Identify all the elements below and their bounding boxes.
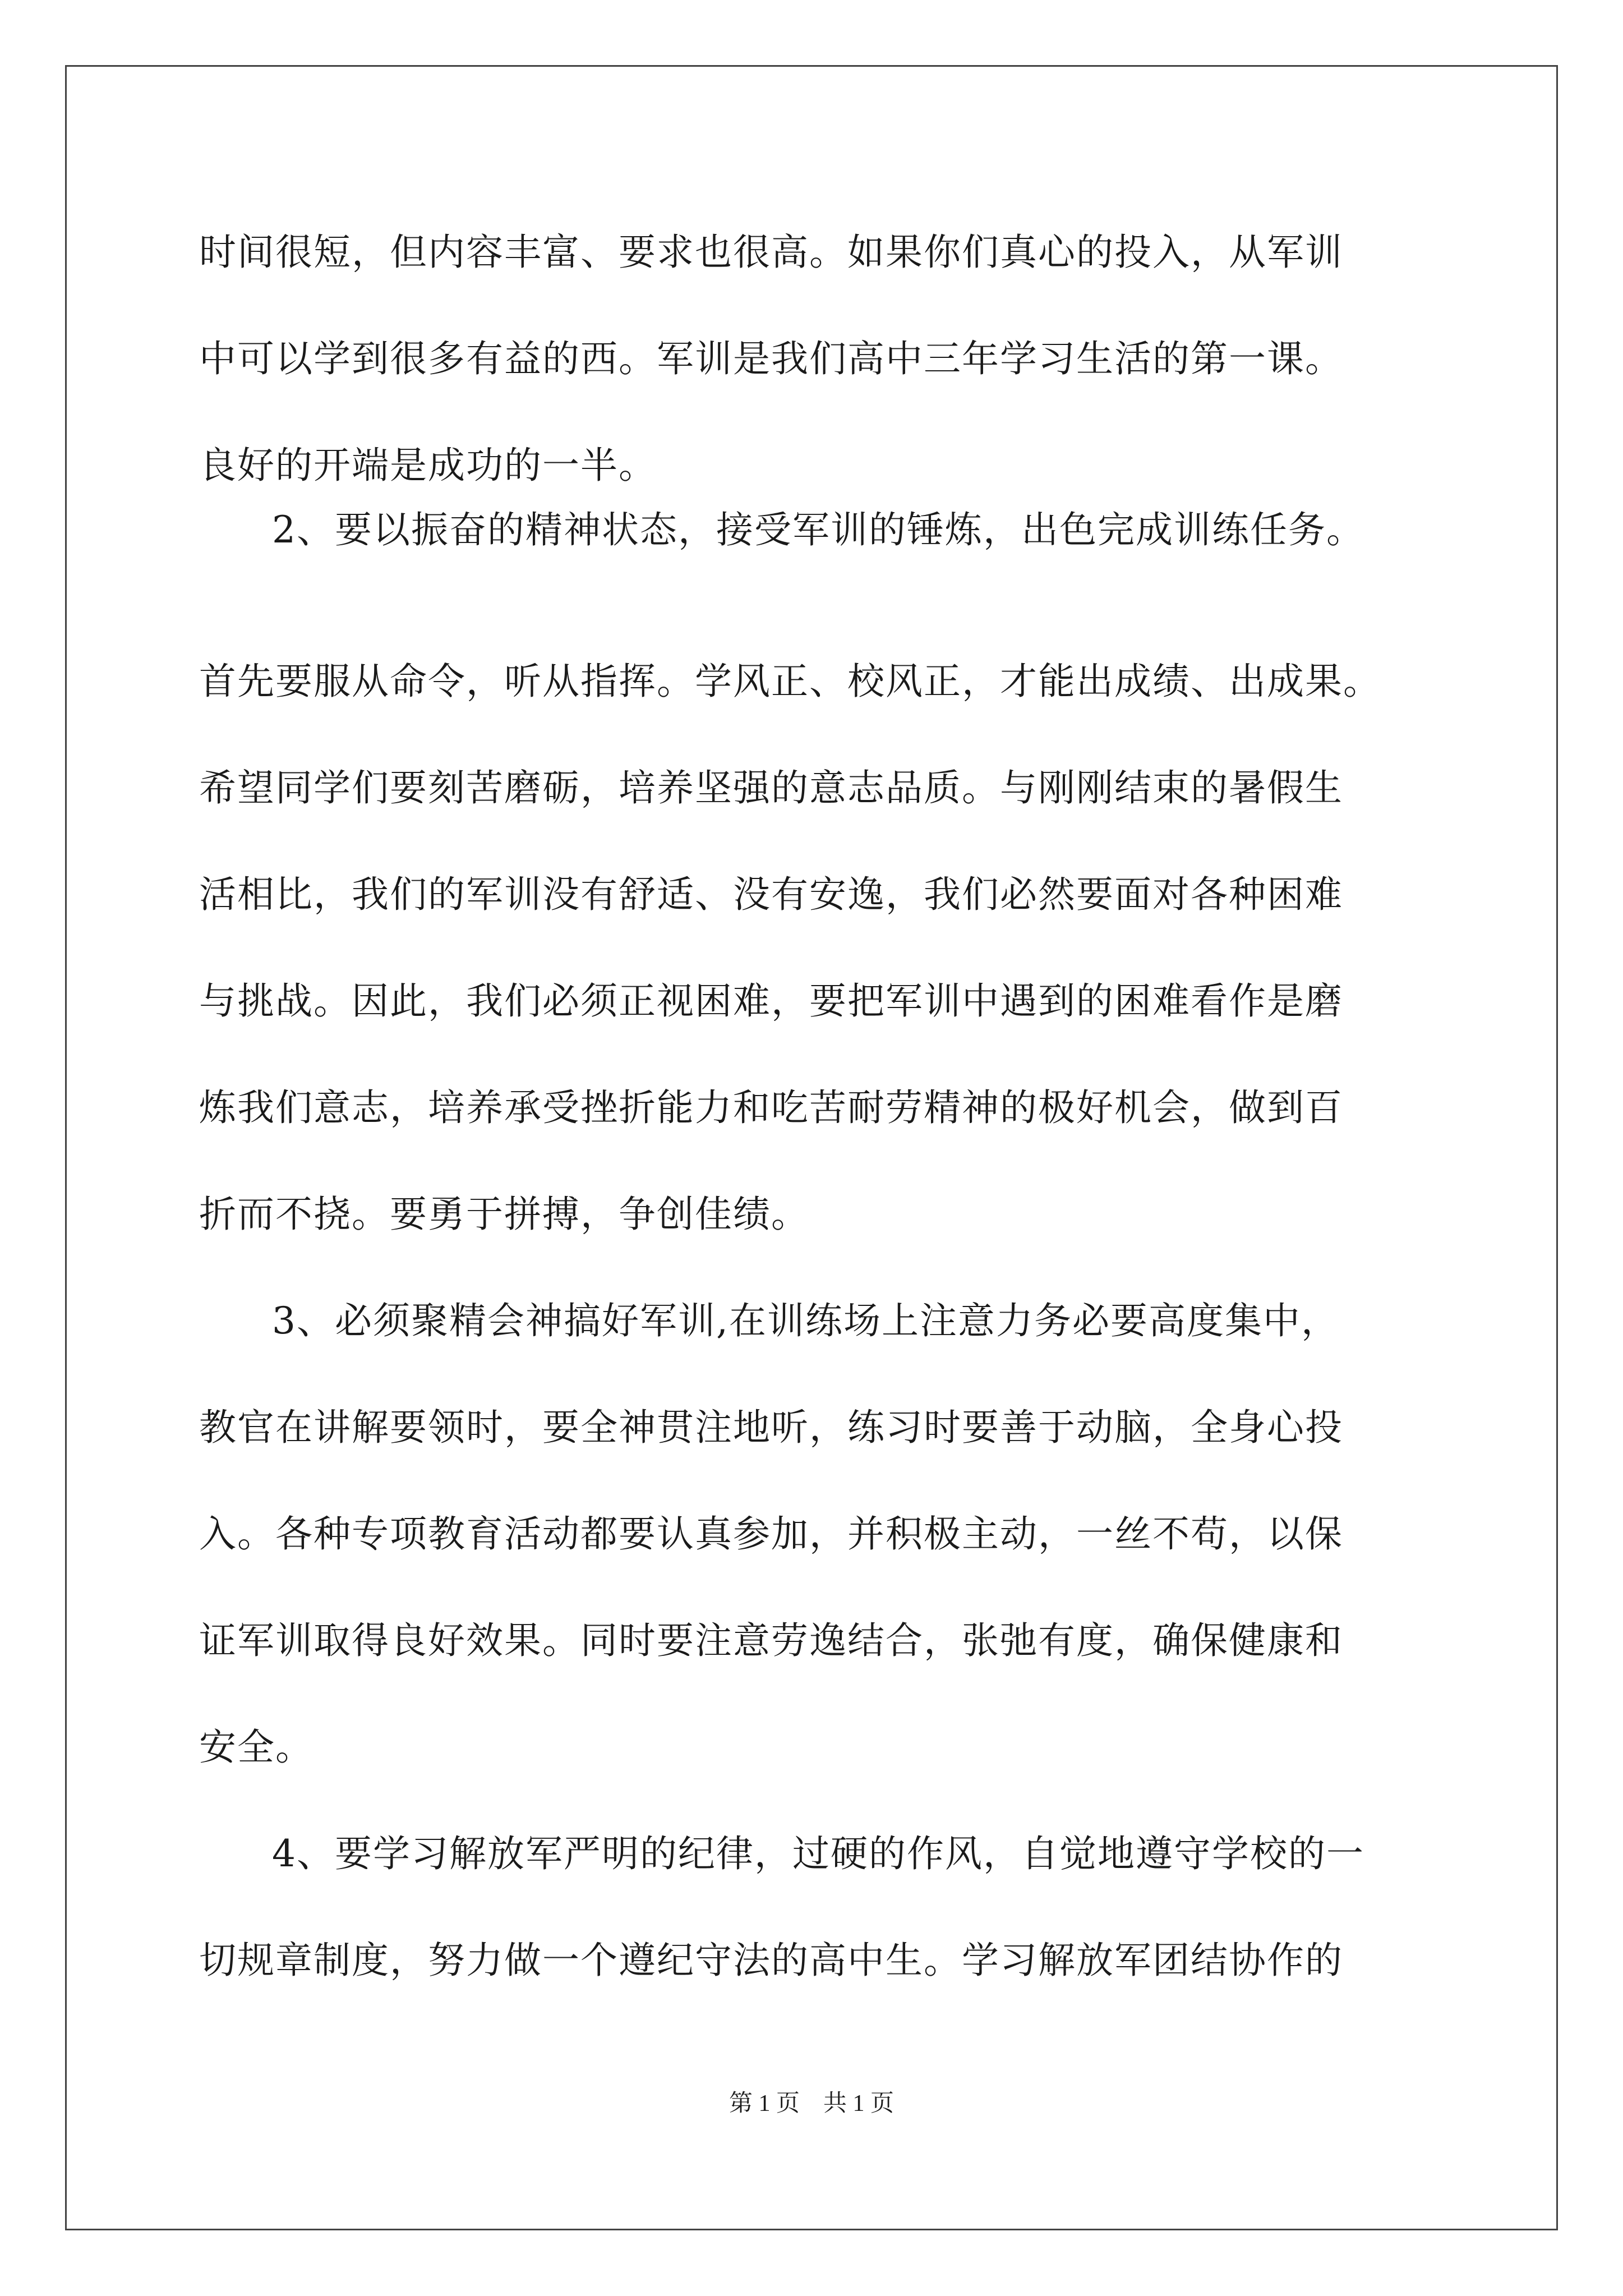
paragraph-3-first-line: 3、必须聚精会神搞好军训,在训练场上注意力务必要高度集中，	[272, 1299, 1339, 1342]
text-line: 证军训取得良好效果。同时要注意劳逸结合，张弛有度，确保健康和	[199, 1619, 1343, 1662]
text-line: 希望同学们要刻苦磨砺，培养坚强的意志品质。与刚刚结束的暑假生	[199, 766, 1343, 809]
text-line: 活相比，我们的军训没有舒适、没有安逸，我们必然要面对各种困难	[199, 873, 1343, 916]
text-line: 与挑战。因此，我们必须正视困难，要把军训中遇到的困难看作是磨	[199, 979, 1343, 1023]
text-line: 切规章制度，努力做一个遵纪守法的高中生。学习解放军团结协作的	[199, 1939, 1343, 1982]
text-line: 良好的开端是成功的一半。	[199, 444, 657, 487]
text-line: 折而不挠。要勇于拼搏，争创佳绩。	[199, 1193, 809, 1236]
text-line: 中可以学到很多有益的西。军训是我们高中三年学习生活的第一课。	[199, 337, 1343, 380]
text-line: 安全。	[199, 1726, 313, 1769]
page-border	[65, 65, 1558, 2230]
paragraph-2-first-line: 2、要以振奋的精神状态，接受军训的锤炼，出色完成训练任务。	[272, 508, 1364, 551]
text-line: 教官在讲解要领时，要全神贯注地听，练习时要善于动脑，全身心投	[199, 1406, 1343, 1449]
paragraph-4-first-line: 4、要学习解放军严明的纪律，过硬的作风，自觉地遵守学校的一	[272, 1832, 1364, 1875]
text-line: 炼我们意志，培养承受挫折能力和吃苦耐劳精神的极好机会，做到百	[199, 1086, 1343, 1129]
text-line: 入。各种专项教育活动都要认真参加，并积极主动，一丝不苟，以保	[199, 1512, 1343, 1556]
page-number-footer: 第 1 页 共 1 页	[728, 2091, 894, 2116]
text-line: 首先要服从命令，听从指挥。学风正、校风正，才能出成绩、出成果。	[199, 660, 1381, 703]
text-line: 时间很短，但内容丰富、要求也很高。如果你们真心的投入，从军训	[199, 231, 1343, 274]
